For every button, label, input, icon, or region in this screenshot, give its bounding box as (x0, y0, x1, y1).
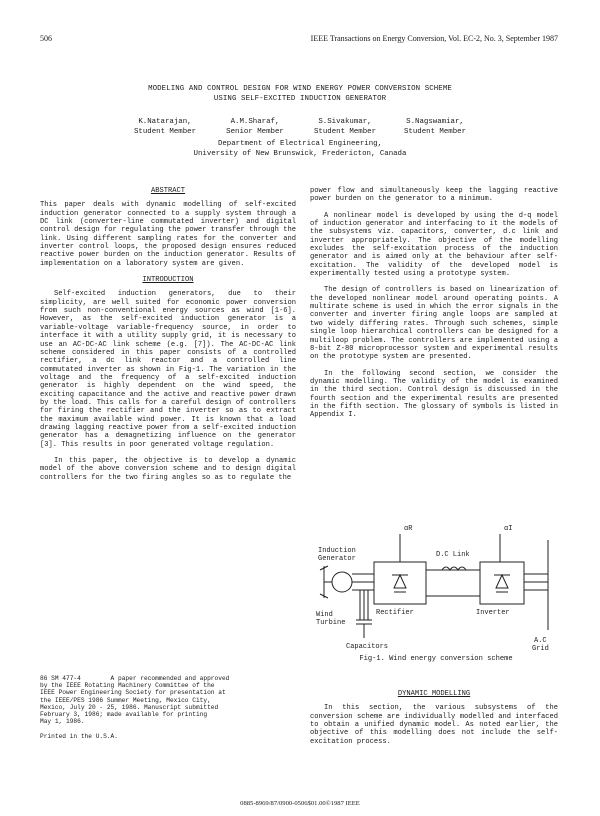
figure-label-dc-link: D.C Link (436, 551, 470, 559)
footnote-line: Mexico, July 20 - 25, 1986. Manuscript submitted (40, 703, 219, 711)
right-paragraph-4: In the following second section, we consider the dynamic modelling. The validity of the model is examined in the third section. Control design is discussed in the fourth section and the experimental results are presented in the fifth section. The glossary of symbols is listed in Appendix I. (310, 369, 558, 420)
journal-header: IEEE Transactions on Energy Conversion, Vol. EC-2, No. 3, September 1987 (310, 34, 558, 43)
right-paragraph-3: The design of controllers is based on linearization of the developed nonlinear model around operating points. A multirate scheme is used in which the error signals in the converter and inverter firing angle loops are sampled at two widely differing rates. Through such schemes, simple single loop hierarchical controllers can be designed for a multiloop problem. The controllers are implemented using a 8-bit Z-80 microprocessor system and experimental results on the prototype system are presented. (310, 286, 558, 362)
figure-label-grid: Grid (532, 645, 549, 653)
abstract-heading: ABSTRACT (150, 187, 186, 195)
figure-label-induction: Induction (318, 547, 356, 555)
introduction-paragraph-1: Self-excited induction generators, due to their simplicity, are well suited for economic power conversion from such non-conventional energy sources as wind [1-6]. However, as the self-excited induction generator is a variable-voltage variable-frequency source, in order to interface it with a utility supply grid, it is necessary to use an AC-DC-AC link scheme (e.g. [7]). The AC-DC-AC link scheme considered in this paper consists of a controlled rectifier, a dc link reactor and a controlled line commutated inverter as shown in Fig-1. The variation in the voltage and the frequency of a self-excited induction generator is highly dependent on the wind speed, the exciting capacitance and the active and reactive power drawn by the load. This calls for a careful design of controllers for firing the rectifier and the inverter so as to extract the maximum available wind power. It is known that a load drawing lagging reactive power from a self-excited induction generator has a demagnetizing influence on the generator [3]. This results in poor generated voltage regulation. (40, 290, 296, 449)
author-name: K.Natarajan, (138, 118, 192, 126)
rectifier-box (374, 562, 426, 604)
author-role: Student Member (133, 127, 197, 136)
footnote-line: May 1, 1986. (40, 718, 85, 726)
footnote-line: IEEE Power Engineering Society for presentation at (40, 689, 226, 697)
affiliation (100, 140, 500, 159)
introduction-heading: INTRODUCTION (142, 276, 194, 285)
page-number: 506 (40, 34, 52, 43)
right-paragraph-1: power flow and simultaneously keep the lagging reactive power burden on the generator to a minimum. (310, 187, 558, 204)
capacitor-plates (356, 620, 372, 624)
dynamic-modelling-heading: DYNAMIC MODELLING (397, 690, 471, 698)
abstract-text: This paper deals with dynamic modelling of self-excited induction generator connected to a supply system through a DC link (converter-line commutated inverter) and digital control design for regulating the power transfer through the link. Using different sampling rates for the converter and inverter control loops, the proposed design ensures reduced reactive power burden on the induction generator. Results of implementation on a laboratory system are given. (40, 201, 296, 268)
title-line-2: USING SELF-EXCITED INDUCTION GENERATOR (213, 95, 387, 103)
author-block (120, 118, 480, 137)
footnote-line: 86 SM 477-4 A paper recommended and approved (40, 675, 230, 682)
figure-label-rectifier: Rectifier (376, 609, 414, 617)
conversion-scheme-figure (312, 520, 560, 670)
footnote (40, 675, 296, 741)
author-name: A.M.Sharaf, (230, 118, 280, 126)
affiliation-line-1: Department of Electrical Engineering, (217, 140, 383, 148)
introduction-paragraph-2: In this paper, the objective is to develop a dynamic model of the above conversion scheme and to design digital controllers for the two firing angles so as to regulate the (40, 456, 296, 482)
figure-label-alpha-r: αR (404, 525, 413, 533)
right-paragraph-2: A nonlinear model is developed by using the d-q model of induction generator and interfacing to it the models of the subsystems viz. capacitors, converter, d.c link and inverter appropriately. The objective of the modelling excludes the self-excitation process of the induction generator and is aimed only at the behaviour after self-excitation. The validity of the developed model is experimentally tested using a prototype system. (310, 211, 558, 279)
footnote-line: February 3, 1986; made available for printing (40, 711, 208, 719)
inverter-box (480, 562, 524, 604)
paper-title (60, 84, 540, 104)
footnote-line: the IEEE/PES 1986 Summer Meeting, Mexico City, (40, 696, 211, 704)
figure-label-ac: A.C (534, 637, 547, 645)
author-names-row (120, 118, 480, 128)
author-name: S.Sivakumar, (318, 118, 372, 126)
figure-label-alpha-i: αI (504, 525, 513, 533)
author-name: S.Nagswamiar, (406, 118, 464, 126)
right-column (310, 187, 558, 428)
figure-label-turbine: Turbine (316, 619, 346, 627)
figure-label-generator: Generator (318, 555, 356, 563)
copyright-line: 0885-8969/87/0900-0506$01.00©1987 IEEE (240, 800, 360, 807)
figure-label-inverter: Inverter (476, 609, 510, 617)
author-role: Student Member (403, 127, 467, 136)
dynamic-modelling-paragraph: In this section, the various subsystems of the conversion scheme are individually modelled and interfaced to obtain a unified dynamic model. As noted earlier, the objective of this modelling does not include the self-excitation process. (310, 704, 558, 746)
printed-note: Printed in the U.S.A. (40, 733, 118, 741)
dynamic-modelling-section (310, 690, 558, 754)
footnote-line: by the IEEE Rotating Machinery Committee of the (40, 682, 215, 690)
figure-caption: Fig-1. Wind energy conversion scheme (359, 655, 513, 663)
figure-label-capacitors: Capacitors (346, 643, 389, 651)
author-roles-row (120, 128, 480, 138)
author-role: Student Member (313, 127, 377, 136)
affiliation-line-2: University of New Brunswick, Fredericton, Canada (193, 149, 407, 158)
generator-circle (332, 572, 352, 592)
left-column (40, 187, 296, 490)
figure-label-wind: Wind (316, 611, 333, 619)
title-line-1: MODELING AND CONTROL DESIGN FOR WIND ENERGY POWER CONVERSION SCHEME (148, 85, 452, 93)
author-role: Senior Member (226, 127, 284, 136)
